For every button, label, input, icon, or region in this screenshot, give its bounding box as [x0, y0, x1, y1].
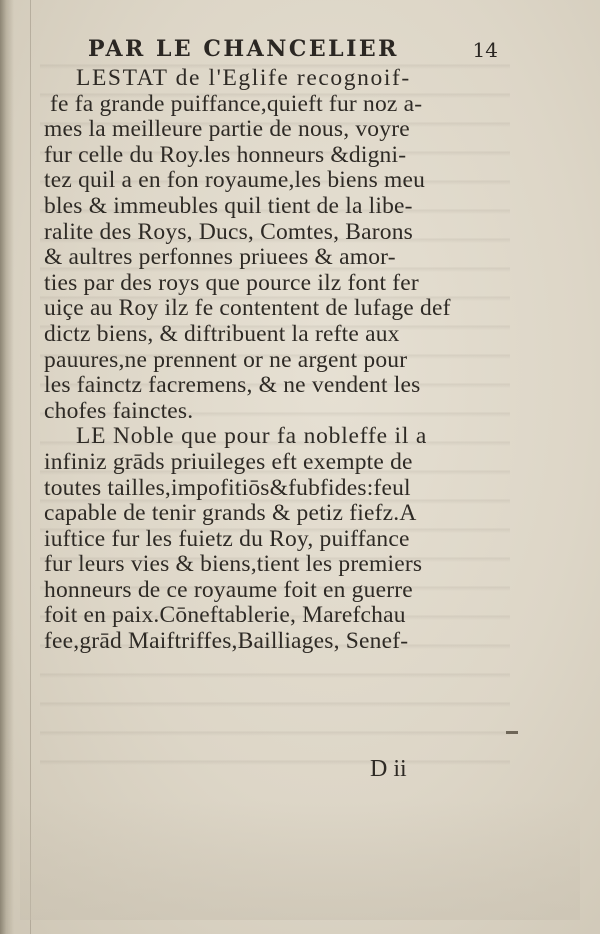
- page-number: 14: [472, 38, 498, 62]
- text-line: ralite des Roys, Ducs, Comtes, Barons: [44, 218, 413, 245]
- text-line: & aultres perfonnes priuees & amor-: [44, 244, 396, 271]
- text-line: les fainctz facremens, & ne vendent les: [44, 372, 421, 399]
- catchword-mark: [506, 731, 518, 734]
- text-line: fur leurs vies & biens,tient les premiers: [44, 551, 423, 578]
- text-line: dictz biens, & diftribuent la refte aux: [44, 320, 400, 347]
- text-line: fe fa grande puiffance,quieft fur noz a-: [50, 90, 423, 117]
- text-line: ties par des roys que pource ilz font fer: [44, 269, 419, 296]
- binding-shadow: [0, 0, 14, 934]
- signature-mark: D ii: [370, 756, 407, 782]
- text-line: uiçe au Roy ilz fe contentent de lufage def: [44, 295, 451, 322]
- text-line: LESTAT de l'Eglife recognoif-: [76, 65, 411, 91]
- text-line: fee,grād Maiftriffes,Bailliages, Senef-: [44, 628, 409, 655]
- text-line: honneurs de ce royaume foit en guerre: [44, 576, 413, 603]
- text-line: capable de tenir grands & petiz fiefz.A: [44, 500, 417, 527]
- text-line: mes la meilleure partie de nous, voyre: [44, 116, 410, 143]
- text-line: fur celle du Roy.les honneurs &digni-: [44, 141, 407, 168]
- text-line: bles & immeubles quil tient de la libe-: [44, 192, 413, 219]
- text-line: toutes tailles,impofitiōs&fubfides:feul: [44, 474, 411, 501]
- text-line: foit en paix.Cōneftablerie, Marefchau: [44, 602, 406, 629]
- running-head: PAR LE CHANCELIER: [88, 36, 399, 62]
- text-line: LE Noble que pour fa nobleffe il a: [76, 423, 428, 450]
- binding-crease: [30, 0, 31, 934]
- text-line: iuftice fur les fuietz du Roy, puiffance: [44, 525, 410, 552]
- lower-margin: [20, 800, 580, 920]
- text-line: chofes fainctes.: [44, 397, 194, 424]
- text-line: pauures,ne prennent or ne argent pour: [44, 346, 408, 373]
- body-text: [44, 66, 514, 655]
- page-header: [88, 36, 498, 68]
- text-line: tez quil a en fon royaume,les biens meu: [44, 167, 426, 194]
- text-line: infiniz grāds priuileges eft exempte de: [44, 448, 413, 475]
